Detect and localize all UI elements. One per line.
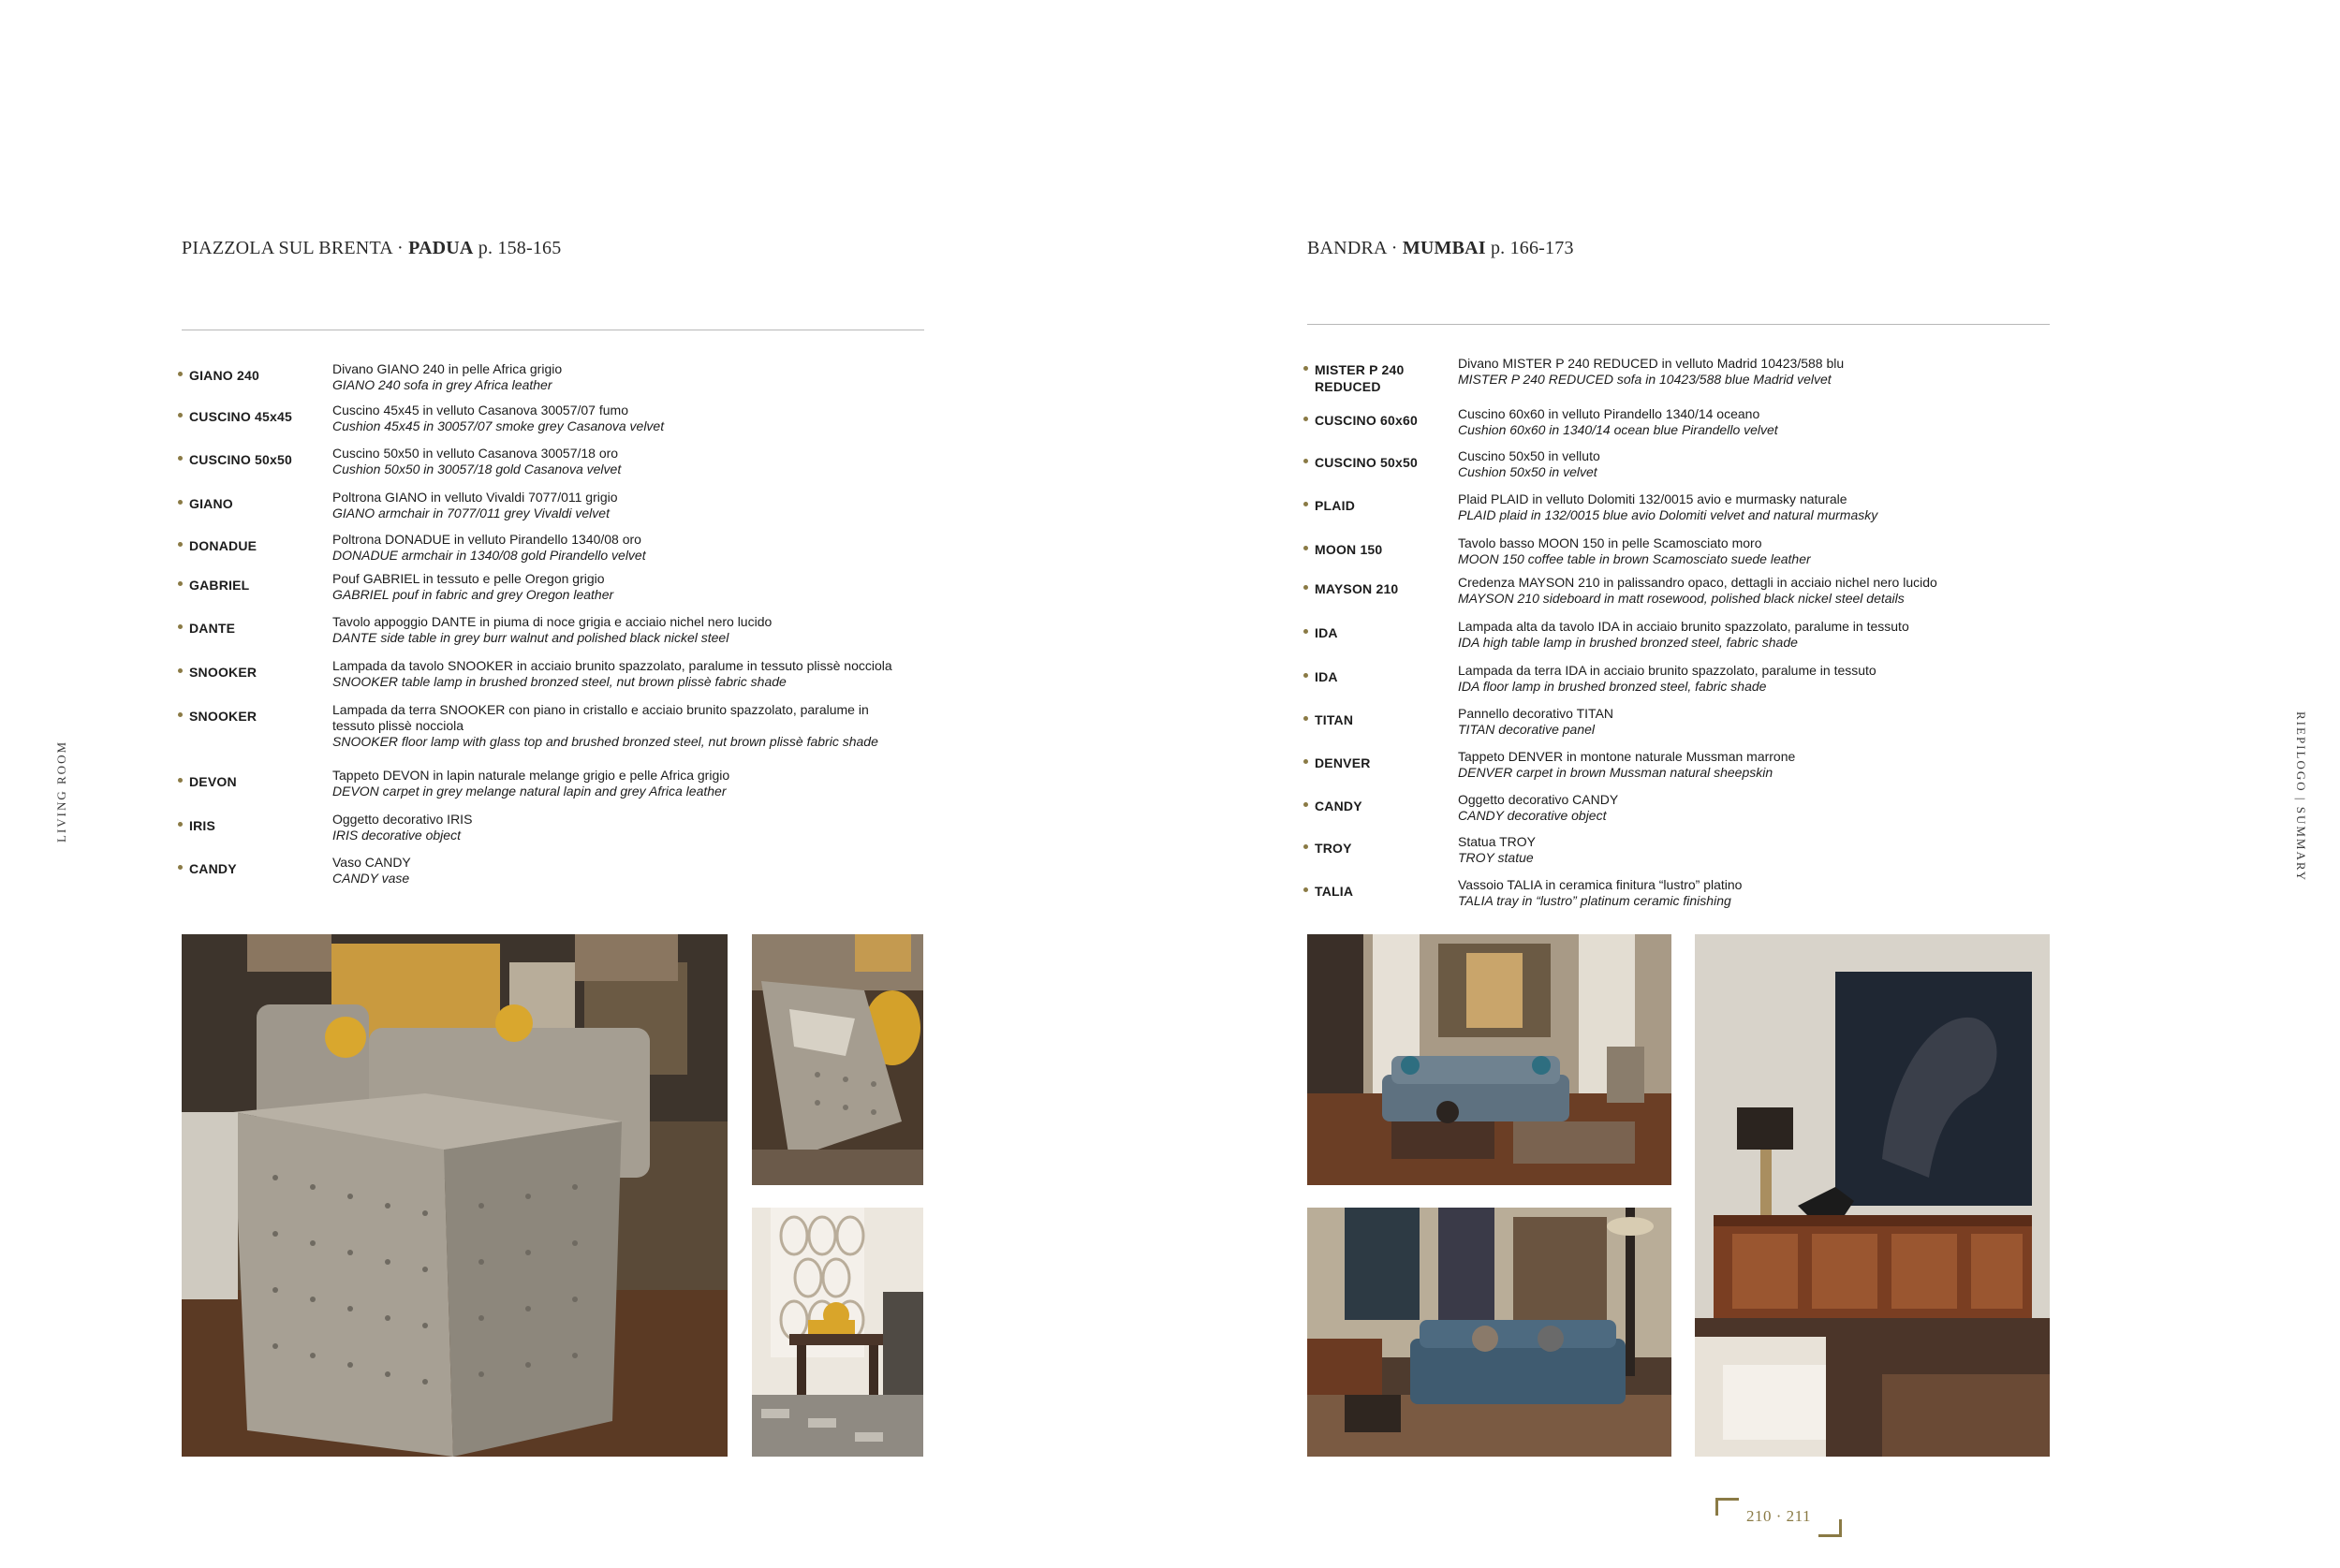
bullet-icon [1303, 802, 1308, 807]
product-description [332, 658, 932, 690]
description-english: GABRIEL pouf in fabric and grey Oregon leather [332, 587, 614, 602]
product-name: TROY [1315, 841, 1352, 856]
left-heading-city: PADUA [408, 238, 474, 258]
bullet-icon [178, 668, 183, 673]
bullet-icon [178, 500, 183, 505]
description-english: CANDY vase [332, 871, 410, 886]
description-english: SNOOKER floor lamp with glass top and brushed bronzed steel, nut brown plissè fabric shade [332, 734, 878, 749]
description-italian: Lampada da terra SNOOKER con piano in cristallo e acciaio brunito spazzolato, paralume in tessuto plissè nocciola [332, 702, 869, 733]
corner-bracket-icon [1818, 1519, 1842, 1537]
description-italian: Credenza MAYSON 210 in palissandro opaco, dettagli in acciaio nichel nero lucido [1458, 575, 1937, 590]
bullet-icon [1303, 502, 1308, 506]
description-english: Cushion 50x50 in 30057/18 gold Casanova velvet [332, 462, 622, 476]
bullet-icon [1303, 716, 1308, 721]
product-description [1458, 706, 2057, 738]
description-english: DEVON carpet in grey melange natural lapin and grey Africa leather [332, 784, 727, 799]
bullet-icon [178, 712, 183, 717]
bullet-icon [178, 542, 183, 547]
bullet-icon [1303, 585, 1308, 590]
product-description [332, 812, 932, 843]
description-italian: Oggetto decorativo CANDY [1458, 792, 1619, 807]
description-english: IDA high table lamp in brushed bronzed steel, fabric shade [1458, 635, 1798, 650]
description-italian: Tappeto DENVER in montone naturale Mussman marrone [1458, 749, 1796, 764]
description-italian: Lampada da tavolo SNOOKER in acciaio brunito spazzolato, paralume in tessuto plissè nocciola [332, 658, 892, 673]
bullet-icon [1303, 759, 1308, 764]
description-italian: Lampada da terra IDA in acciaio brunito spazzolato, paralume in tessuto [1458, 663, 1876, 678]
product-name: GABRIEL [189, 578, 250, 593]
description-italian: Poltrona DONADUE in velluto Pirandello 1340/08 oro [332, 532, 641, 547]
product-description [1458, 575, 2057, 607]
right-section-heading [1307, 238, 1574, 259]
bullet-icon [178, 456, 183, 461]
product-name: MOON 150 [1315, 542, 1383, 557]
bullet-icon [178, 865, 183, 870]
description-italian: Pannello decorativo TITAN [1458, 706, 1614, 721]
photo-giano-armchair [182, 934, 728, 1457]
description-italian: Lampada alta da tavolo IDA in acciaio brunito spazzolato, paralume in tessuto [1458, 619, 1909, 634]
description-english: TALIA tray in “lustro” platinum ceramic finishing [1458, 893, 1731, 908]
photo-mumbai-sofa [1307, 1208, 1671, 1457]
product-name: SNOOKER [189, 665, 258, 680]
product-description [332, 571, 932, 603]
description-italian: Statua TROY [1458, 834, 1537, 849]
product-description [332, 490, 932, 521]
product-description [1458, 356, 2057, 388]
bullet-icon [178, 778, 183, 783]
description-english: Cushion 60x60 in 1340/14 ocean blue Pirandello velvet [1458, 422, 1778, 437]
product-name: DONADUE [189, 538, 258, 553]
right-heading-city: MUMBAI [1402, 238, 1486, 258]
product-description [332, 768, 932, 799]
bullet-icon [178, 822, 183, 827]
description-english: TROY statue [1458, 850, 1534, 865]
description-english: IDA floor lamp in brushed bronzed steel, fabric shade [1458, 679, 1767, 694]
description-english: DONADUE armchair in 1340/08 gold Pirandello velvet [332, 548, 646, 563]
page-number [1715, 1498, 1842, 1537]
product-name: PLAID [1315, 498, 1355, 513]
product-name: DANTE [189, 621, 236, 636]
left-heading-place: PIAZZOLA SUL BRENTA · [182, 238, 409, 258]
description-english: SNOOKER table lamp in brushed bronzed steel, nut brown plissè fabric shade [332, 674, 787, 689]
description-english: PLAID plaid in 132/0015 blue avio Dolomiti velvet and natural murmasky [1458, 507, 1878, 522]
bullet-icon [1303, 887, 1308, 892]
description-english: Cushion 45x45 in 30057/07 smoke grey Casanova velvet [332, 418, 665, 433]
photo-dante-side-table [752, 1208, 923, 1457]
product-description [1458, 792, 2057, 824]
product-description [1458, 877, 2057, 909]
description-italian: Cuscino 45x45 in velluto Casanova 30057/07 fumo [332, 403, 628, 418]
description-italian: Tavolo appoggio DANTE in piuma di noce grigia e acciaio nichel nero lucido [332, 614, 773, 629]
product-name: GIANO 240 [189, 368, 259, 383]
bullet-icon [178, 372, 183, 376]
bullet-icon [178, 624, 183, 629]
right-heading-pages: p. 166-173 [1485, 238, 1574, 258]
product-name: SNOOKER [189, 709, 258, 724]
product-name: CUSCINO 60x60 [1315, 413, 1418, 428]
product-description [332, 446, 932, 477]
description-italian: Vassoio TALIA in ceramica finitura “lustro” platino [1458, 877, 1743, 892]
description-italian: Poltrona GIANO in velluto Vivaldi 7077/011 grigio [332, 490, 618, 505]
product-name: DEVON [189, 774, 237, 789]
product-name: IDA [1315, 625, 1338, 640]
product-description [1458, 448, 2057, 480]
description-english: DANTE side table in grey burr walnut and polished black nickel steel [332, 630, 729, 645]
product-name: IDA [1315, 669, 1338, 684]
product-name: GIANO [189, 496, 233, 511]
description-english: TITAN decorative panel [1458, 722, 1596, 737]
page-number-text: 210 · 211 [1745, 1507, 1812, 1525]
bullet-icon [178, 413, 183, 418]
product-description [332, 855, 932, 887]
description-english: CANDY decorative object [1458, 808, 1607, 823]
description-english: MOON 150 coffee table in brown Scamosciato suede leather [1458, 551, 1811, 566]
product-name: CUSCINO 50x50 [189, 452, 292, 467]
product-description [332, 614, 932, 646]
bullet-icon [178, 581, 183, 586]
product-description [1458, 834, 2057, 866]
right-heading-place: BANDRA · [1307, 238, 1403, 258]
product-name: MISTER P 240 REDUCED [1315, 362, 1405, 394]
bullet-icon [1303, 844, 1308, 849]
left-heading-pages: p. 158-165 [473, 238, 562, 258]
product-name: IRIS [189, 818, 216, 833]
product-name: MAYSON 210 [1315, 581, 1399, 596]
side-label-summary: RIEPILOGO | SUMMARY [2294, 711, 2308, 883]
description-italian: Tavolo basso MOON 150 in pelle Scamosciato moro [1458, 535, 1762, 550]
description-english: GIANO 240 sofa in grey Africa leather [332, 377, 552, 392]
description-italian: Divano MISTER P 240 REDUCED in velluto Madrid 10423/588 blu [1458, 356, 1845, 371]
photo-mayson-sideboard [1695, 934, 2050, 1457]
product-name: CUSCINO 50x50 [1315, 455, 1418, 470]
description-italian: Divano GIANO 240 in pelle Africa grigio [332, 361, 563, 376]
product-description [332, 532, 932, 564]
description-english: IRIS decorative object [332, 828, 461, 843]
description-italian: Plaid PLAID in velluto Dolomiti 132/0015 avio e murmasky naturale [1458, 491, 1847, 506]
bullet-icon [1303, 417, 1308, 421]
description-italian: Cuscino 50x50 in velluto [1458, 448, 1600, 463]
product-name: CUSCINO 45x45 [189, 409, 292, 424]
right-divider [1307, 324, 2050, 325]
left-section-heading [182, 238, 561, 259]
bullet-icon [1303, 546, 1308, 550]
description-italian: Vaso CANDY [332, 855, 411, 870]
product-description [332, 361, 932, 393]
product-name: CANDY [189, 861, 237, 876]
product-description [332, 702, 913, 750]
product-name: TALIA [1315, 884, 1354, 899]
product-name: TITAN [1315, 712, 1354, 727]
description-english: DENVER carpet in brown Mussman natural sheepskin [1458, 765, 1773, 780]
description-english: MISTER P 240 REDUCED sofa in 10423/588 blue Madrid velvet [1458, 372, 1832, 387]
description-italian: Cuscino 60x60 in velluto Pirandello 1340/14 oceano [1458, 406, 1760, 421]
product-name: CANDY [1315, 799, 1362, 813]
description-italian: Oggetto decorativo IRIS [332, 812, 473, 827]
bullet-icon [1303, 459, 1308, 463]
product-description [1458, 749, 2057, 781]
photo-mumbai-living-room [1307, 934, 1671, 1185]
product-description [1458, 619, 2057, 651]
product-description [1458, 406, 2057, 438]
description-english: GIANO armchair in 7077/011 grey Vivaldi velvet [332, 506, 610, 520]
description-italian: Pouf GABRIEL in tessuto e pelle Oregon grigio [332, 571, 605, 586]
description-english: Cushion 50x50 in velvet [1458, 464, 1597, 479]
side-label-living-room: LIVING ROOM [54, 740, 68, 843]
photo-giano-detail [752, 934, 923, 1185]
bullet-icon [1303, 673, 1308, 678]
bullet-icon [1303, 629, 1308, 634]
product-description [1458, 663, 2057, 695]
bullet-icon [1303, 366, 1308, 371]
product-name: DENVER [1315, 755, 1371, 770]
product-description [332, 403, 932, 434]
description-italian: Tappeto DEVON in lapin naturale melange grigio e pelle Africa grigio [332, 768, 730, 783]
description-english: MAYSON 210 sideboard in matt rosewood, polished black nickel steel details [1458, 591, 1905, 606]
description-italian: Cuscino 50x50 in velluto Casanova 30057/18 oro [332, 446, 619, 461]
product-description [1458, 535, 2057, 567]
product-description [1458, 491, 2057, 523]
